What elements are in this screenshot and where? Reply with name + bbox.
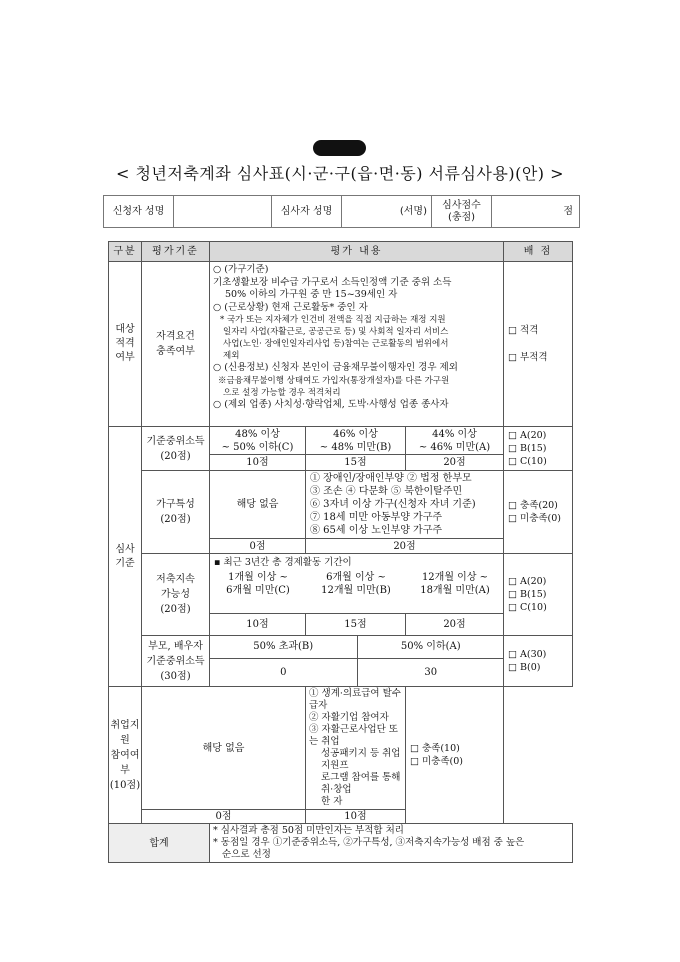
elig-line: ○ (가구기준) (213, 264, 269, 275)
header-content: 평가 내용 (210, 242, 504, 262)
household-score-yes: 20점 (306, 539, 504, 554)
household-options (504, 471, 573, 554)
parents-criteria-2: 기준중위소득 (146, 655, 205, 667)
parents-inner (210, 636, 504, 686)
income-range-c (210, 427, 306, 455)
employment-item: ② 자활기업 참여자 (309, 712, 389, 723)
employment-item: 성공패키지 등 취업지원프 (321, 748, 401, 771)
elig-line: 기초생활보장 비수급 가구로서 소득인정액 기준 중위 소득 (213, 276, 452, 288)
info-table (103, 195, 580, 228)
sign-label: (서명) (399, 206, 427, 217)
employment-criteria-3: (10점) (109, 779, 141, 791)
header-score: 배 점 (504, 242, 573, 262)
header-criteria: 평가기준 (142, 242, 210, 262)
income-score-c: 10점 (210, 455, 306, 471)
total-notes (210, 824, 573, 863)
employment-item: 한 자 (321, 796, 343, 807)
saving-b-l1: 6개월 이상 ~ (326, 572, 386, 583)
saving-score-a: 20점 (406, 614, 504, 636)
parents-criteria-1: 부모, 배우자 (148, 640, 203, 652)
parents-row (109, 636, 573, 687)
employment-criteria-1: 취업지원 (110, 719, 140, 746)
option-income-c[interactable]: □ C(10) (508, 456, 547, 467)
option-eligible[interactable]: □ 적격 (508, 325, 539, 336)
option-saving-b[interactable]: □ B(15) (508, 589, 547, 600)
parents-a-score: 30 (424, 666, 438, 678)
applicant-name-label: 신청자 성명 (104, 196, 174, 228)
saving-a-l1: 12개월 이상 ~ (421, 572, 489, 583)
employment-item: ③ 자활근로사업단 또는 취업 (309, 724, 398, 747)
parents-options (504, 636, 573, 687)
income-range-a (406, 427, 504, 455)
eligibility-criteria (142, 262, 210, 427)
elig-line: ○ (근로상황) 현재 근로활동* 중인 자 (213, 301, 368, 313)
elig-note: 제외 (223, 351, 240, 361)
option-income-b[interactable]: □ B(15) (508, 443, 547, 454)
employment-items (306, 687, 406, 810)
saving-score-c: 10점 (210, 614, 306, 636)
household-item: ⑥ 3자녀 이상 가구(신청자 자녀 기준) (310, 499, 476, 510)
reviewer-name-label: 심사자 성명 (272, 196, 342, 228)
income-a-l1: 44% 이상 (432, 428, 477, 440)
income-b-l2: ~ 48% 미만(B) (319, 441, 392, 453)
header-row (109, 242, 573, 262)
eligibility-content (210, 262, 504, 427)
income-criteria-2: (20점) (160, 450, 191, 462)
household-none: 해당 없음 (210, 471, 306, 539)
saving-c-l2: 6개월 미만(C) (226, 585, 290, 596)
saving-criteria-3: (20점) (160, 604, 191, 615)
saving-note: ▪ 최근 3년간 총 경제활동 기간이 (214, 557, 352, 568)
employment-row (109, 687, 573, 810)
option-ineligible[interactable]: □ 부적격 (508, 352, 548, 363)
review-section-1: 심사 (115, 543, 135, 555)
eligibility-section-1: 대상 (115, 324, 135, 335)
total-label: 합계 (109, 824, 210, 863)
score-label (432, 196, 492, 228)
score-field[interactable] (492, 196, 580, 228)
saving-row (109, 554, 573, 614)
household-row (109, 471, 573, 539)
option-income-a[interactable]: □ A(20) (508, 430, 547, 441)
saving-c-l1: 1개월 이상 ~ (228, 572, 288, 583)
saving-b-l2: 12개월 미만(B) (321, 585, 391, 596)
parents-b-score: 0 (210, 658, 357, 686)
eligibility-criteria-1: 자격요건 (156, 331, 195, 342)
score-label-line2: (총점) (447, 211, 476, 223)
saving-criteria-2: 가능성 (161, 589, 190, 600)
elig-note: * 국가 또는 지자체가 인건비 전액을 직접 지급하는 재정 지원 (220, 315, 446, 325)
option-household-yes[interactable]: □ 충족(20) (508, 500, 558, 511)
income-score-b: 15점 (306, 455, 406, 471)
eligibility-section-3: 여부 (115, 352, 135, 363)
parents-grid (210, 636, 504, 687)
employment-score-none: 0점 (142, 810, 306, 824)
income-b-l1: 46% 이상 (333, 428, 378, 440)
income-row (109, 427, 573, 455)
parents-criteria-3: (30점) (160, 670, 191, 682)
saving-range-grid (210, 571, 504, 597)
parents-criteria (142, 636, 210, 687)
employment-criteria (109, 687, 142, 824)
household-item: ① 장애인/장애인부양 ② 법정 한부모 (310, 473, 472, 484)
eligibility-criteria-2: 충족여부 (156, 346, 195, 357)
score-label-line1: 심사점수 (442, 199, 481, 211)
employment-item: 로그램 참여를 통해 취·창업 (321, 772, 401, 795)
eligibility-section-2: 적격 (115, 338, 135, 349)
saving-criteria-1: 저축지속 (156, 574, 195, 585)
household-criteria-1: 가구특성 (156, 499, 195, 510)
option-saving-c[interactable]: □ C(10) (508, 602, 547, 613)
employment-options (406, 687, 504, 824)
elig-line: ○ (제외 업종) 사치성·향락업체, 도박·사행성 업종 종사자 (213, 398, 449, 410)
saving-ranges (210, 554, 504, 614)
eligibility-options (504, 262, 573, 427)
total-note: 순으로 선정 (222, 849, 271, 860)
elig-note: 일자리 사업(자활근로, 공공근로 등) 및 사회적 일자리 서비스 (223, 327, 449, 337)
total-row (109, 824, 573, 863)
option-employment-yes[interactable]: □ 충족(10) (410, 743, 460, 754)
applicant-name-field[interactable] (174, 196, 272, 228)
saving-range-c (210, 571, 306, 597)
evaluation-table (108, 241, 573, 863)
eligibility-section (109, 262, 142, 427)
score-unit: 점 (563, 206, 573, 217)
reviewer-name-field[interactable] (342, 196, 432, 228)
household-item: ⑧ 65세 이상 노인부양 가구주 (310, 525, 443, 536)
household-item: ③ 조손 ④ 다문화 ⑤ 북한이탈주민 (310, 486, 463, 497)
total-note: * 심사결과 총점 50점 미만인자는 부적합 처리 (213, 825, 404, 836)
option-parents-a[interactable]: □ A(30) (508, 649, 547, 660)
header-tab-marker (313, 140, 366, 156)
employment-none: 해당 없음 (142, 687, 306, 810)
income-range-b (306, 427, 406, 455)
header-gubun: 구분 (109, 242, 142, 262)
income-c-l2: ~ 50% 이하(C) (221, 441, 294, 453)
option-parents-b[interactable]: □ B(0) (508, 662, 541, 673)
household-criteria-2: (20점) (160, 514, 191, 525)
option-household-no[interactable]: □ 미충족(0) (508, 513, 561, 524)
income-criteria-1: 기준중위소득 (146, 435, 205, 447)
employment-criteria-2: 참여여부 (110, 749, 140, 776)
saving-range-a (406, 571, 504, 597)
elig-line: ○ (신용정보) 신청자 본인이 금융채무불이행자인 경우 제외 (213, 362, 458, 373)
elig-line: 50% 이하의 가구원 중 만 15~39세인 자 (225, 289, 398, 300)
page-title: < 청년저축계좌 심사표(시·군·구(읍·면·동) 서류심사용)(안) > (115, 164, 565, 183)
saving-criteria (142, 554, 210, 636)
income-c-l1: 48% 이상 (235, 428, 280, 440)
option-employment-no[interactable]: □ 미충족(0) (410, 756, 463, 767)
income-options (504, 427, 573, 471)
eligibility-row (109, 262, 573, 427)
saving-score-b: 15점 (306, 614, 406, 636)
household-score-none: 0점 (210, 539, 306, 554)
household-item: ⑦ 18세 미만 아동부양 가구주 (310, 512, 443, 523)
elig-note: 으로 설정 가능할 경우 적격처리 (223, 387, 341, 398)
parents-a-label: 50% 이하(A) (357, 636, 504, 658)
review-section (109, 427, 142, 687)
review-section-2: 기준 (115, 557, 135, 569)
elig-note: 사업(노인· 장애인일자리사업 등)참여는 근로활동의 범위에서 (223, 339, 449, 349)
parents-b-label: 50% 초과(B) (210, 636, 357, 658)
saving-options (504, 554, 573, 636)
saving-range-b (306, 571, 406, 597)
option-saving-a[interactable]: □ A(20) (508, 576, 547, 587)
elig-note: ※금융채무불이행 상태여도 가입자(통장개설자)를 다른 가구원 (218, 375, 450, 386)
income-a-l2: ~ 46% 미만(A) (418, 441, 491, 453)
employment-item: ① 생계·의료급여 탈수급자 (309, 688, 401, 711)
total-note: * 동점일 경우 ①기준중위소득, ②가구특성, ③저축지속가능성 배점 중 높은 (213, 837, 525, 848)
employment-score-yes: 10점 (306, 810, 406, 824)
income-score-a: 20점 (406, 455, 504, 471)
income-criteria (142, 427, 210, 471)
saving-a-l2: 18개월 미만(A) (420, 585, 490, 596)
household-items (306, 471, 504, 539)
household-criteria (142, 471, 210, 554)
